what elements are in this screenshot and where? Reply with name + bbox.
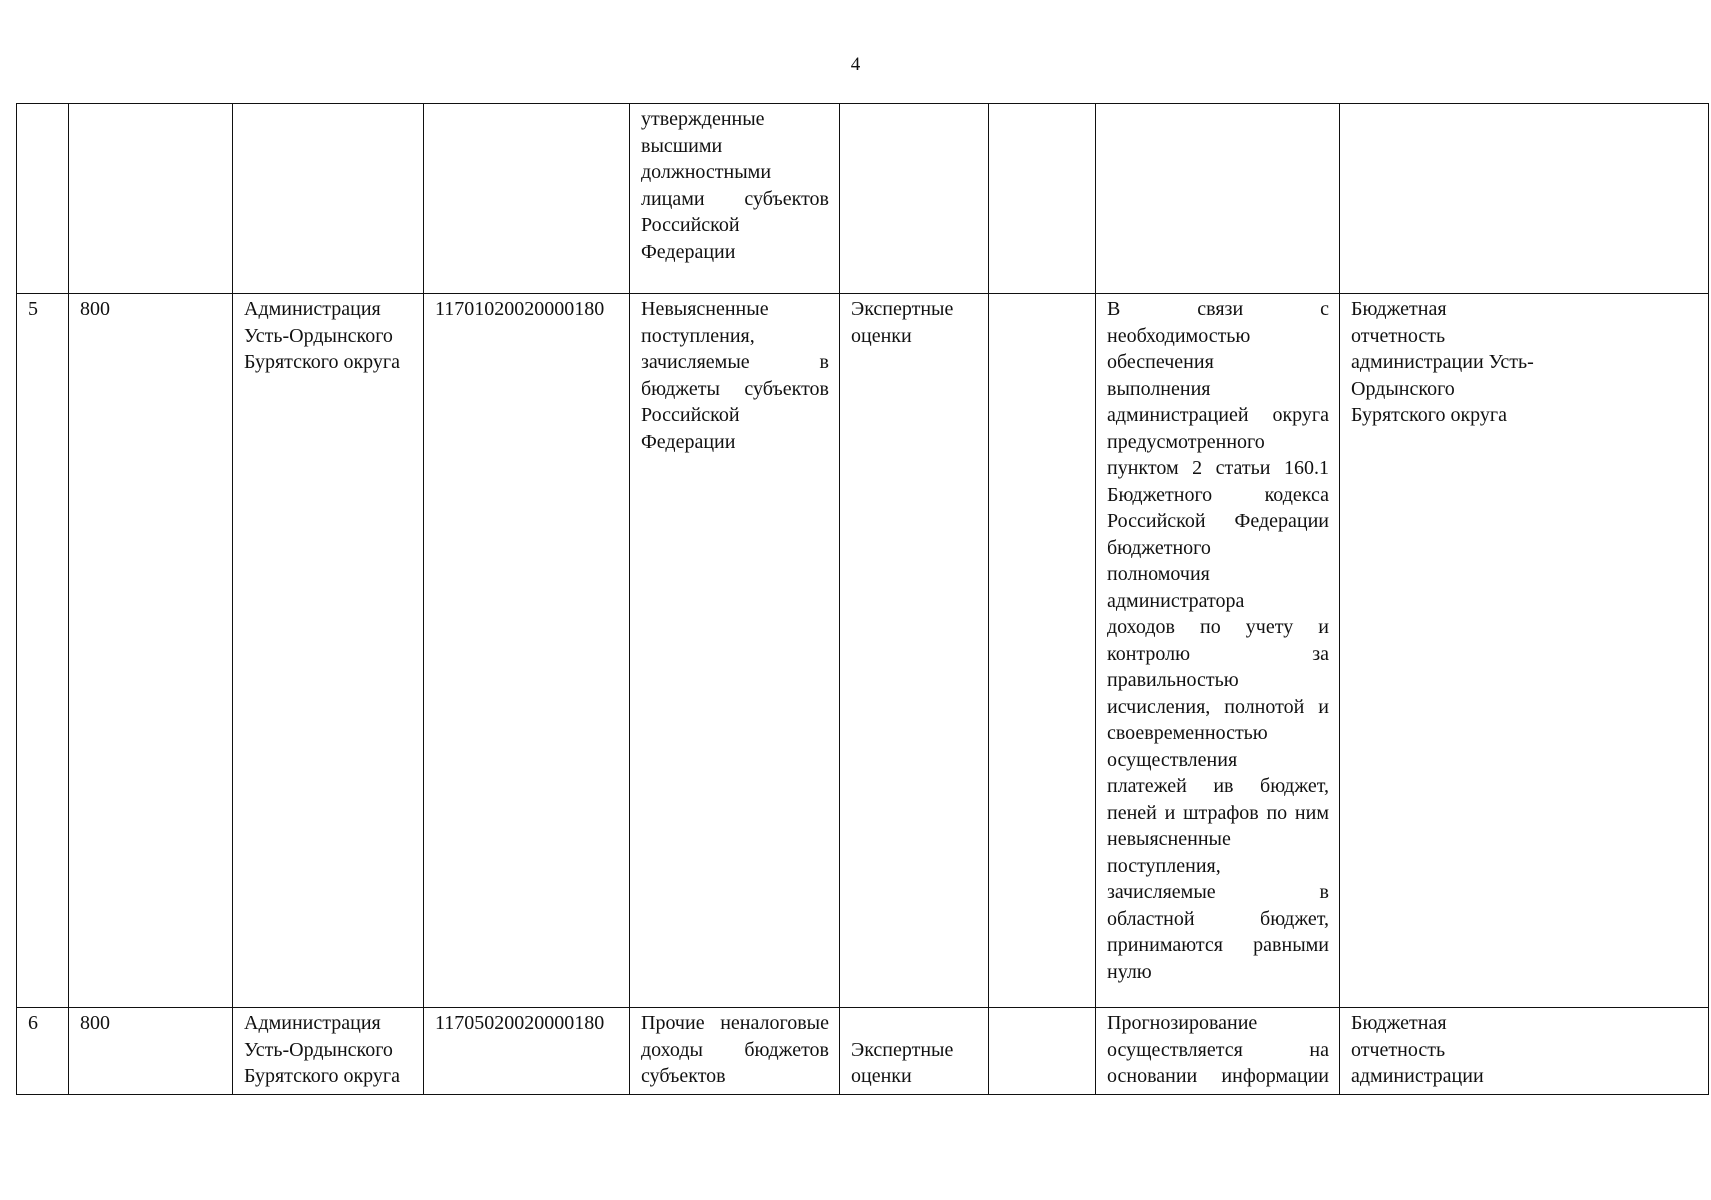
cell-num: 6	[17, 1008, 69, 1095]
cell-admin: Администрация Усть-Ордынского Бурятского округа	[233, 294, 424, 1008]
table-row	[17, 104, 1709, 294]
cell-source: Бюджетная отчетность администрации	[1340, 1008, 1709, 1095]
cell-basis	[1096, 104, 1340, 294]
cell-source: Бюджетная отчетность администрации Усть- Ордынского Бурятского округа	[1340, 294, 1709, 1008]
cell-kbk: 11701020020000180	[424, 294, 630, 1008]
cell-admin: Администрация Усть-Ордынского Бурятского округа	[233, 1008, 424, 1095]
cell-code: 800	[69, 1008, 233, 1095]
table-row	[17, 294, 1709, 1008]
cell-method: Экспертные оценки	[840, 1008, 989, 1095]
cell-admin	[233, 104, 424, 294]
cell-name: Невыясненные поступления, зачисляемые в бюджеты субъектов Российской Федерации	[630, 294, 840, 1008]
cell-empty	[989, 1008, 1096, 1095]
cell-method	[840, 104, 989, 294]
cell-code: 800	[69, 294, 233, 1008]
cell-basis: В связи с необходимостью обеспечения выполнения администрацией округа предусмотренного пунктом 2 статьи 160.1 Бюджетного кодекса Российской Федерации бюджетного полномочия администратора доходов по учету и контролю за правильностью исчисления, полнотой и своевременностью осуществления платежей ив бюджет, пеней и штрафов по ним невыясненные поступления, зачисляемые в областной бюджет, принимаются равными нулю	[1096, 294, 1340, 1008]
cell-code	[69, 104, 233, 294]
cell-basis: Прогнозирование осуществляется на основании информации	[1096, 1008, 1340, 1095]
cell-empty	[989, 294, 1096, 1008]
cell-name: утвержденные высшими должностными лицами субъектов Российской Федерации	[630, 104, 840, 294]
table-row	[17, 1008, 1709, 1095]
cell-kbk: 11705020020000180	[424, 1008, 630, 1095]
cell-name: Прочие неналоговые доходы бюджетов субъектов	[630, 1008, 840, 1095]
cell-empty	[989, 104, 1096, 294]
cell-kbk	[424, 104, 630, 294]
cell-source	[1340, 104, 1709, 294]
revenue-table	[16, 103, 1709, 1095]
page-number: 4	[850, 54, 861, 75]
cell-num: 5	[17, 294, 69, 1008]
cell-num	[17, 104, 69, 294]
cell-method: Экспертные оценки	[840, 294, 989, 1008]
